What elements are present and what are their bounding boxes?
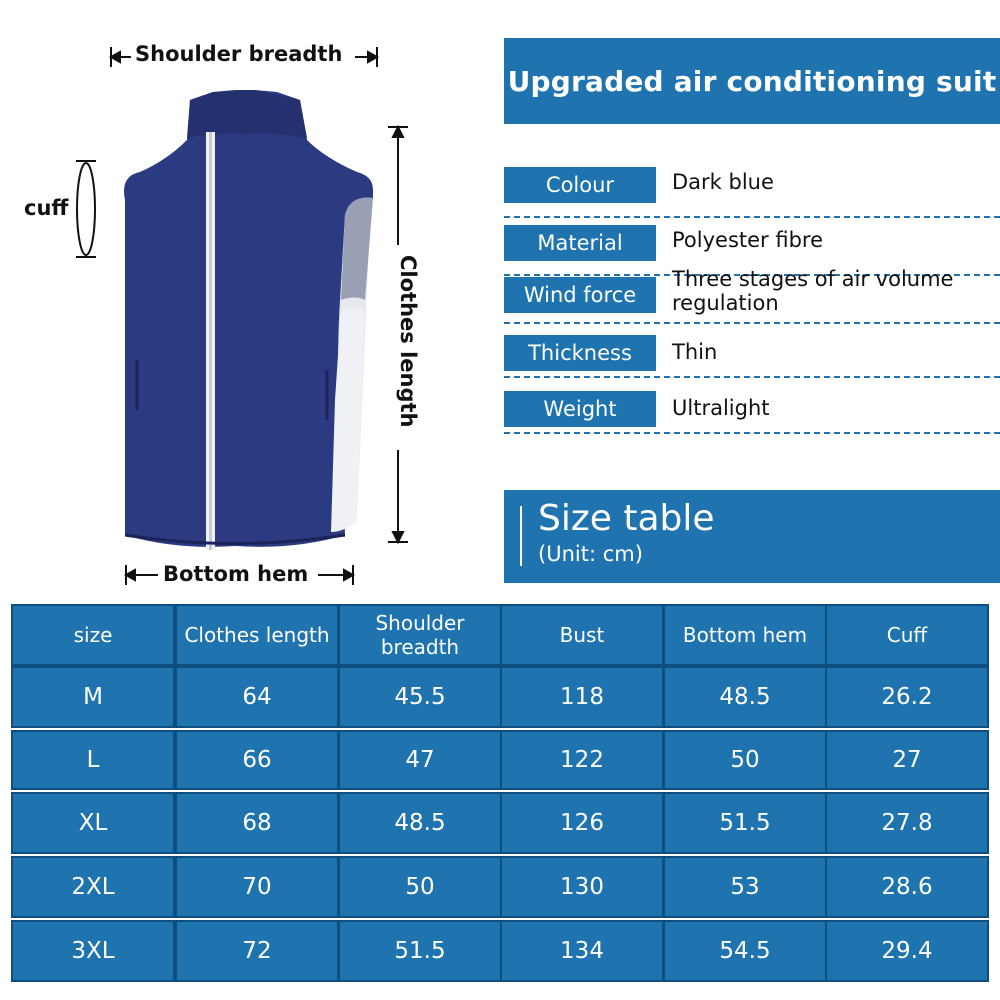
table-cell: M xyxy=(11,666,175,728)
table-cell: 64 xyxy=(175,666,339,728)
size-table-title: Size table xyxy=(538,498,715,539)
table-cell: L xyxy=(11,730,175,790)
table-cell: 70 xyxy=(175,856,339,918)
table-cell: 54.5 xyxy=(663,920,827,982)
divider xyxy=(504,376,1000,378)
divider xyxy=(504,432,1000,434)
spec-value: Ultralight xyxy=(672,396,770,420)
table-cell: 48.5 xyxy=(663,666,827,728)
bottom-hem-label: Bottom hem xyxy=(163,562,309,586)
table-cell: XL xyxy=(11,792,175,854)
table-cell: 134 xyxy=(500,920,664,982)
table-header-cell: Cuff xyxy=(825,604,989,666)
divider xyxy=(504,322,1000,324)
cuff-label: cuff xyxy=(24,196,69,220)
spec-value: Three stages of air volume regulation xyxy=(672,267,954,315)
table-cell: 53 xyxy=(663,856,827,918)
table-header-cell: Bottom hem xyxy=(663,604,827,666)
table-cell: 2XL xyxy=(11,856,175,918)
spec-key: Wind force xyxy=(504,277,656,313)
spec-value: Thin xyxy=(672,340,718,364)
product-title: Upgraded air conditioning suit xyxy=(504,38,1000,124)
table-cell: 26.2 xyxy=(825,666,989,728)
table-cell: 51.5 xyxy=(663,792,827,854)
clothes-length-label: Clothes length xyxy=(396,255,420,428)
table-header-cell: size xyxy=(11,604,175,666)
spec-row-thickness xyxy=(504,326,1000,378)
table-cell: 45.5 xyxy=(338,666,502,728)
spec-value: Dark blue xyxy=(672,170,774,194)
table-cell: 122 xyxy=(500,730,664,790)
table-cell: 29.4 xyxy=(825,920,989,982)
size-table-unit: (Unit: cm) xyxy=(538,542,643,566)
spec-row-colour xyxy=(504,160,1000,218)
vest-image xyxy=(95,80,395,560)
table-cell: 51.5 xyxy=(338,920,502,982)
accent-bar xyxy=(520,506,522,566)
spec-value: Polyester fibre xyxy=(672,228,823,252)
table-cell: 72 xyxy=(175,920,339,982)
table-header-cell: Shoulder breadth xyxy=(338,604,502,666)
table-cell: 118 xyxy=(500,666,664,728)
table-cell: 28.6 xyxy=(825,856,989,918)
table-cell: 27 xyxy=(825,730,989,790)
table-cell: 47 xyxy=(338,730,502,790)
table-cell: 50 xyxy=(663,730,827,790)
table-header-cell: Clothes length xyxy=(175,604,339,666)
table-cell: 68 xyxy=(175,792,339,854)
table-cell: 3XL xyxy=(11,920,175,982)
shoulder-breadth-label: Shoulder breadth xyxy=(135,42,343,66)
spec-key: Thickness xyxy=(504,335,656,371)
size-table-header xyxy=(504,490,1000,583)
table-header-cell: Bust xyxy=(500,604,664,666)
spec-key: Weight xyxy=(504,391,656,427)
table-cell: 48.5 xyxy=(338,792,502,854)
table-cell: 50 xyxy=(338,856,502,918)
table-cell: 126 xyxy=(500,792,664,854)
table-cell: 27.8 xyxy=(825,792,989,854)
table-cell: 130 xyxy=(500,856,664,918)
cuff-arrow xyxy=(76,161,96,257)
spec-key: Material xyxy=(504,225,656,261)
spec-key: Colour xyxy=(504,167,656,203)
spec-row-weight xyxy=(504,382,1000,434)
spec-row-wind-force xyxy=(504,264,1000,324)
table-cell: 66 xyxy=(175,730,339,790)
